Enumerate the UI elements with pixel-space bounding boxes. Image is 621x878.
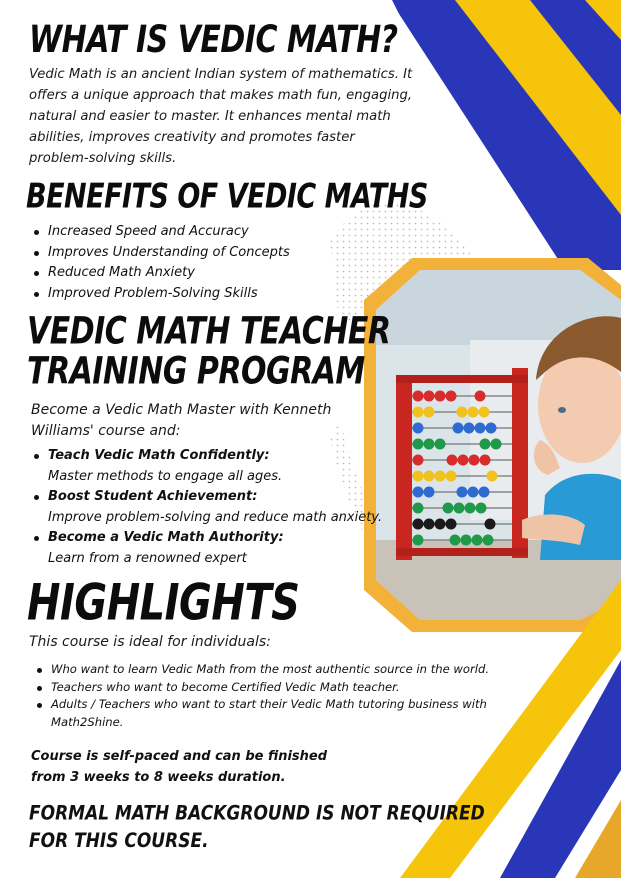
footer-line1: FORMAL MATH BACKGROUND IS NOT REQUIRED — [29, 802, 485, 826]
highlights-list — [29, 661, 509, 731]
program-item-title: Become a Vedic Math Authority: — [48, 530, 284, 545]
program-item-desc: Improve problem-solving and reduce math anxiety. — [48, 509, 383, 525]
duration-note-line1: Course is self-paced and can be finished — [31, 749, 328, 764]
program-title-line2: TRAINING PROGRAM — [27, 349, 365, 394]
program-item-desc: Learn from a renowned expert — [48, 550, 247, 566]
list-item — [26, 487, 406, 528]
program-title — [27, 309, 391, 394]
list-item: Improves Understanding of Concepts — [26, 243, 290, 264]
program-item-title: Teach Vedic Math Confidently: — [48, 448, 270, 463]
list-item: Who want to learn Vedic Math from the most authentic source in the world. — [29, 661, 509, 679]
list-item: Improved Problem-Solving Skills — [26, 284, 290, 305]
what-is-body: Vedic Math is an ancient Indian system of mathematics. It offers a unique approach that makes math fun, engaging, natural and easier to master. It enhances mental math abilities, improves creativity and promotes faster problem-solving skills. — [29, 67, 413, 166]
list-item: Increased Speed and Accuracy — [26, 222, 290, 243]
program-item-title: Boost Student Achievement: — [48, 489, 258, 504]
program-title-line1: VEDIC MATH TEACHER — [27, 309, 391, 354]
what-is-title: WHAT IS VEDIC MATH? — [29, 18, 398, 62]
background-requirement-note — [29, 800, 485, 855]
list-item: Teachers who want to become Certified Vedic Math teacher. — [29, 679, 509, 697]
duration-note-line2: from 3 weeks to 8 weeks duration. — [31, 770, 286, 785]
program-item-desc: Master methods to engage all ages. — [48, 468, 283, 484]
highlights-intro: This course is ideal for individuals: — [29, 634, 271, 650]
list-item — [26, 446, 406, 487]
highlights-title: HIGHLIGHTS — [27, 574, 300, 632]
program-list — [26, 446, 406, 569]
benefits-title: BENEFITS OF VEDIC MATHS — [26, 177, 428, 217]
duration-note — [31, 746, 327, 788]
program-intro: Become a Vedic Math Master with Kenneth Williams' course and: — [31, 402, 332, 439]
list-item: Adults / Teachers who want to start their Vedic Math tutoring business with Math2Shine. — [29, 696, 509, 731]
footer-line2: FOR THIS COURSE. — [29, 829, 209, 853]
list-item: Reduced Math Anxiety — [26, 263, 290, 284]
benefits-list — [26, 222, 290, 305]
list-item — [26, 528, 406, 569]
